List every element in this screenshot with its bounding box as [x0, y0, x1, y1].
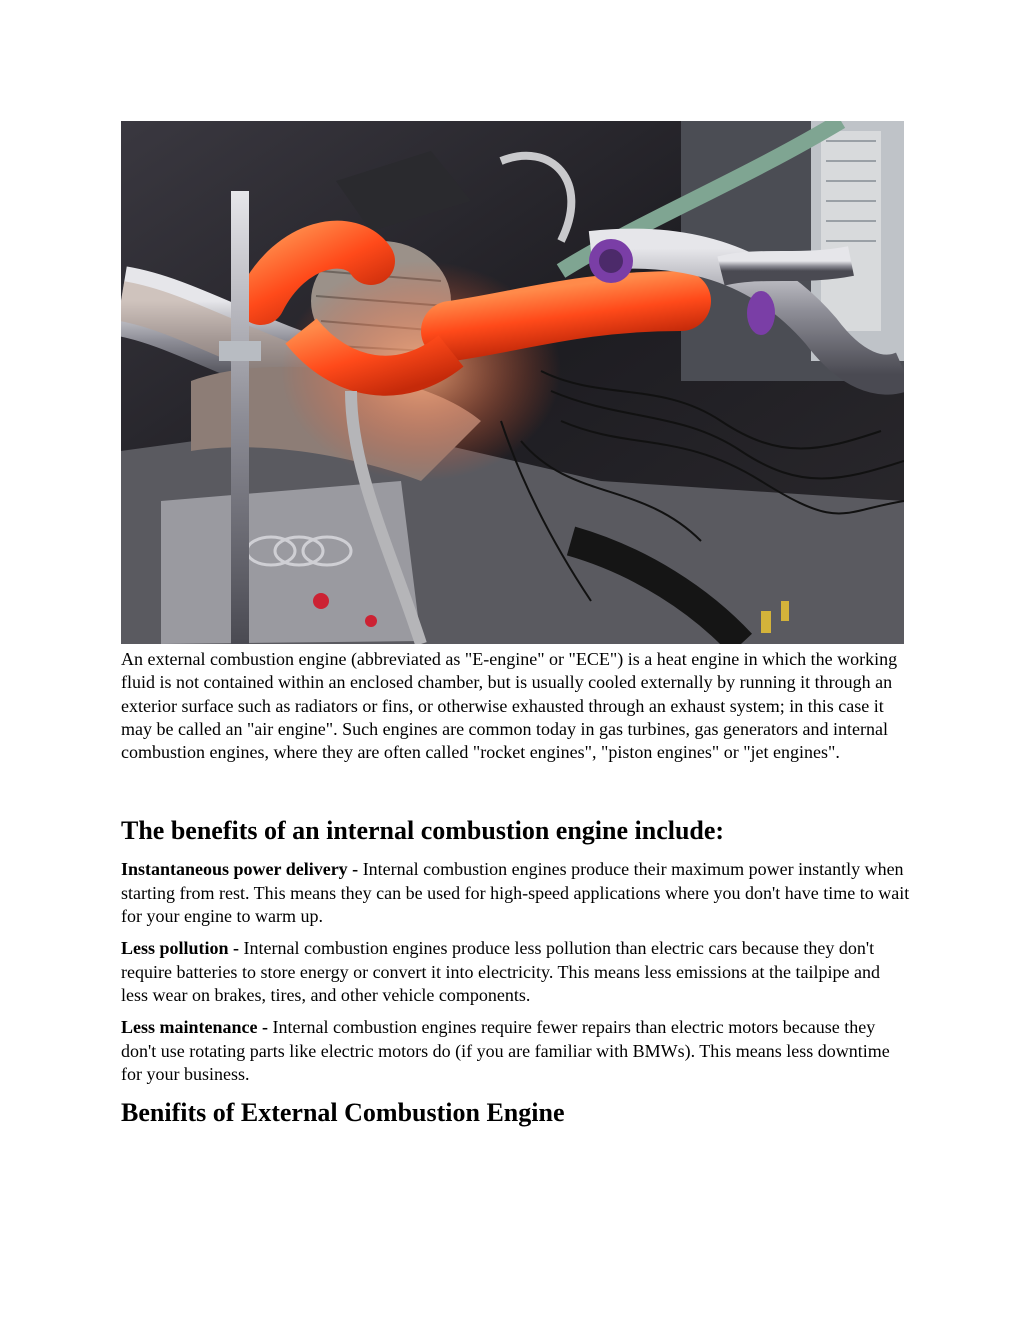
benefit-text: Internal combustion engines require fewer repairs than electric motors because they don't use rotating parts like electric motors do (if you are familiar with BMWs). This means less downtime for your business. [121, 1017, 890, 1084]
benefit-paragraph-less-pollution [121, 937, 911, 1007]
benefits-heading: The benefits of an internal combustion engine include: [121, 816, 725, 846]
document-page [121, 121, 911, 1128]
benefit-term: Instantaneous power delivery - [121, 859, 359, 880]
intro-paragraph: An external combustion engine (abbreviated as "E-engine" or "ECE") is a heat engine in which the working fluid is not contained within an enclosed chamber, but is usually cooled externally by running it through an exterior surface such as radiators or fins, or otherwise exhausted through an exhaust system; in this case it may be called an "air engine". Such engines are common today in gas turbines, gas generators and internal combustion engines, where they are often called "rocket engines", "piston engines" or "jet engines". [121, 649, 898, 763]
engine-photo [121, 121, 904, 644]
benefit-text: Internal combustion engines produce less pollution than electric cars because they don't require batteries to store energy or convert it into electricity. This means less emissions at the tailpipe and less wear on brakes, tires, and other vehicle components. [121, 938, 880, 1005]
benefit-paragraph-less-maintenance [121, 1016, 911, 1086]
benefit-term: Less maintenance - [121, 1017, 268, 1038]
benefit-text: Internal combustion engines produce their maximum power instantly when starting from rest. This means they can be used for high-speed applications where you don't have time to wait for your engine to warm up. [121, 859, 910, 927]
external-engine-heading: Benifits of External Combustion Engine [121, 1098, 565, 1128]
benefit-paragraph-instantaneous-power [121, 858, 911, 928]
benefit-term: Less pollution - [121, 938, 240, 959]
